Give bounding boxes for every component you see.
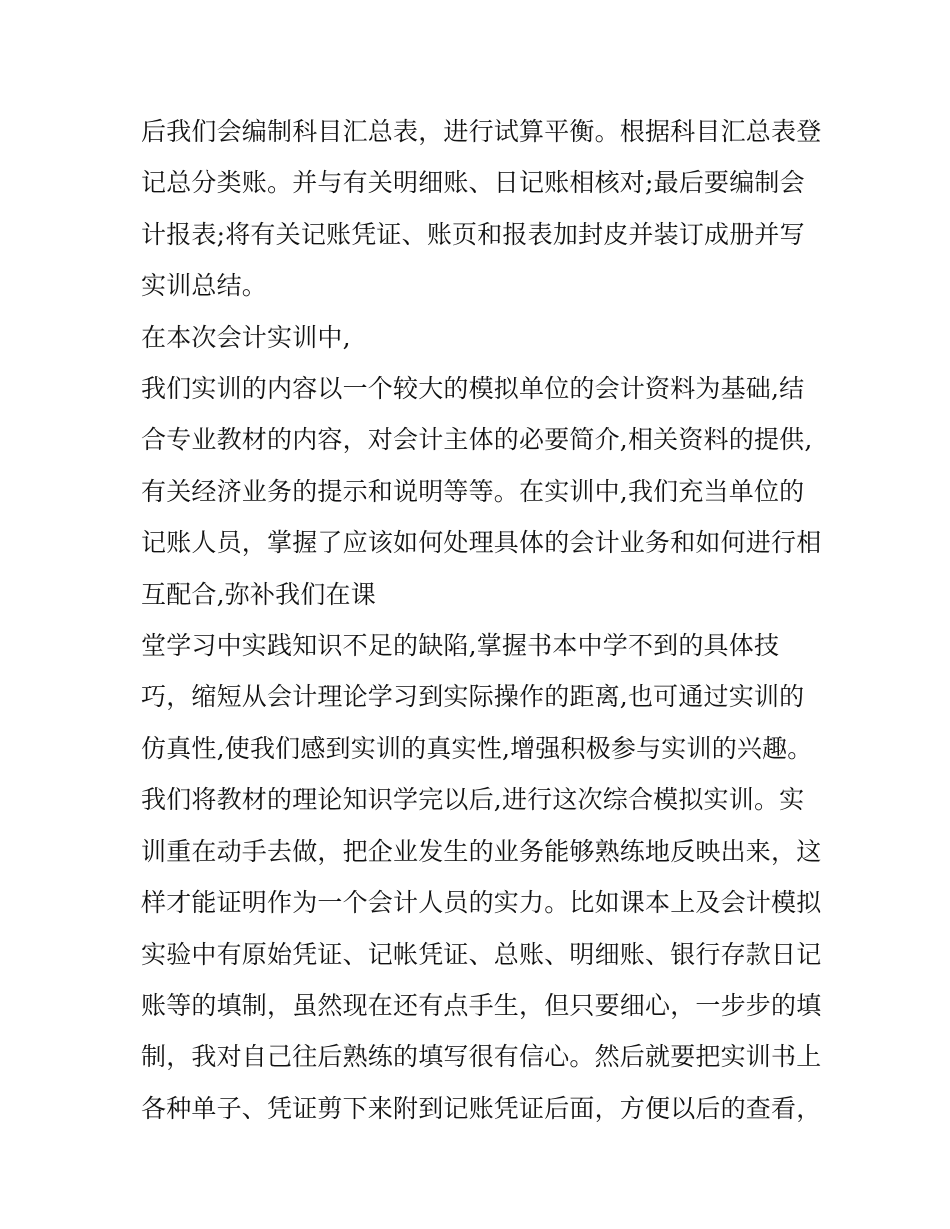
text-line: 实验中有原始凭证、记帐凭证、总账、明细账、银行存款日记 xyxy=(141,939,822,969)
text-line: 样才能证明作为一个会计人员的实力。比如课本上及会计模拟 xyxy=(141,888,822,918)
text-line: 制，我对自己往后熟练的填写很有信心。然后就要把实训书上 xyxy=(141,1042,822,1072)
text-line: 记总分类账。并与有关明细账、日记账相核对;最后要编制会 xyxy=(141,168,805,198)
text-line: 计报表;将有关记账凭证、账页和报表加封皮并装订成册并写 xyxy=(141,219,805,249)
body-text xyxy=(141,106,831,1134)
text-line: 各种单子、凭证剪下来附到记账凭证后面，方便以后的查看， xyxy=(141,1093,822,1123)
text-line: 我们实训的内容以一个较大的模拟单位的会计资料为基础,结 xyxy=(141,374,805,404)
text-line: 实训总结。 xyxy=(141,271,268,301)
text-line: 账等的填制，虽然现在还有点手生，但只要细心，一步步的填 xyxy=(141,990,822,1020)
text-line: 仿真性,使我们感到实训的真实性,增强积极参与实训的兴趣。 xyxy=(141,733,813,763)
text-line: 训重在动手去做，把企业发生的业务能够熟练地反映出来，这 xyxy=(141,836,822,866)
text-line: 有关经济业务的提示和说明等等。在实训中,我们充当单位的 xyxy=(141,476,805,506)
text-line: 合专业教材的内容，对会计主体的必要简介,相关资料的提供, xyxy=(141,425,813,455)
text-line: 互配合,弥补我们在课 xyxy=(141,579,376,609)
text-line: 后我们会编制科目汇总表，进行试算平衡。根据科目汇总表登 xyxy=(141,117,822,146)
text-line: 巧，缩短从会计理论学习到实际操作的距离,也可通过实训的 xyxy=(141,682,805,712)
text-line: 记账人员，掌握了应该如何处理具体的会计业务和如何进行相 xyxy=(141,528,822,558)
text-line: 我们将教材的理论知识学完以后,进行这次综合模拟实训。实 xyxy=(141,785,805,815)
text-line: 在本次会计实训中, xyxy=(141,322,351,352)
text-line: 堂学习中实践知识不足的缺陷,掌握书本中学不到的具体技 xyxy=(141,631,780,661)
